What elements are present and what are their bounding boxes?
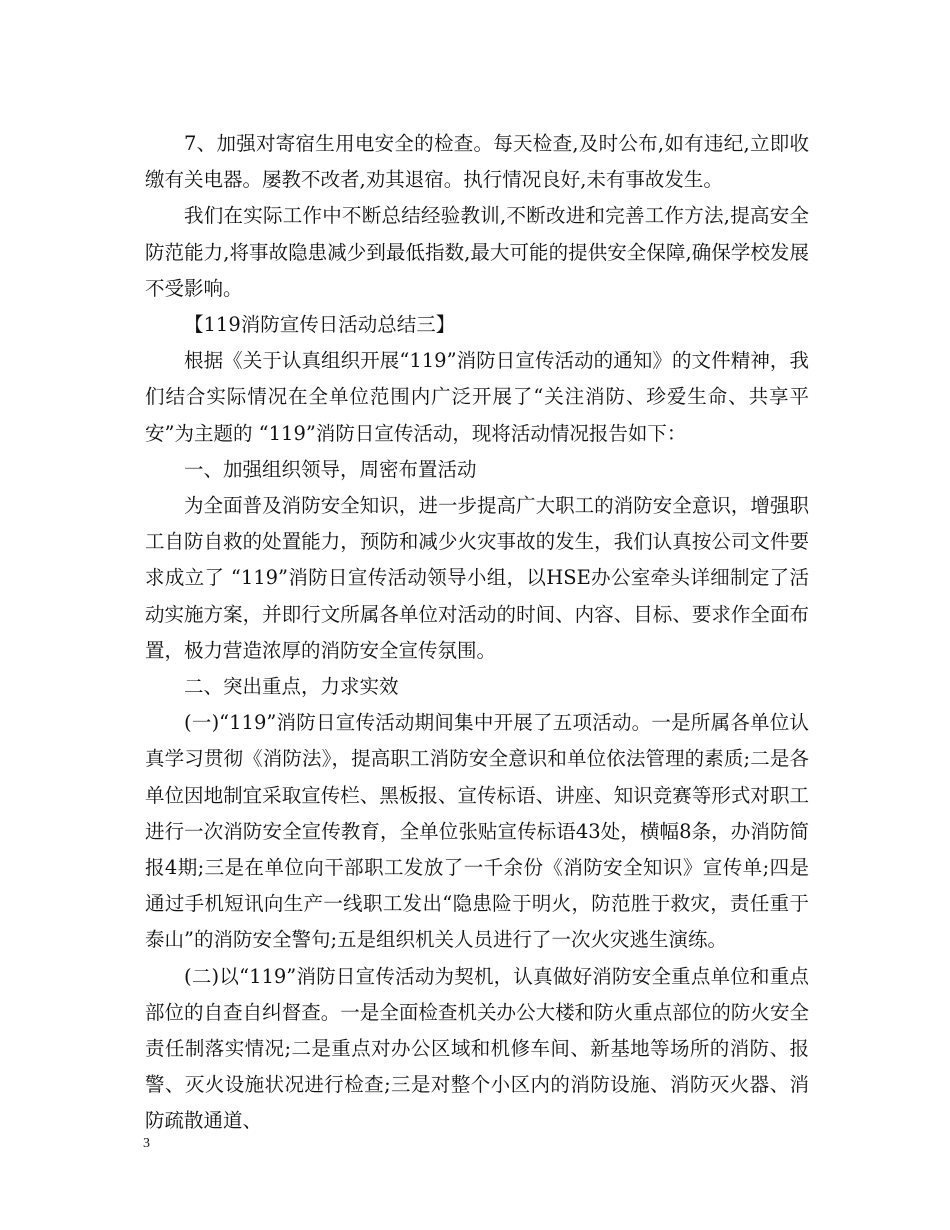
section-heading-summary-three: 【119消防宣传日活动总结三】 [184,313,456,337]
paragraph-activities-one: (一)“119”消防日宣传活动期间集中开展了五项活动。一是所属各单位认真学习贯彻《消防法》，提高职工消防安全意识和单位依法管理的素质;二是各单位因地制宜采取宣传栏、黑板报、宣传标语、讲座、知识竞赛等形式对职工进行一次消防安全宣传教育，全单位张贴宣传标语43处，横幅8条，办消防简报4期;三是在单位向干部职工发放了一千余份《消防安全知识》宣传单;四是通过手机短讯向生产一线职工发出“隐患险于明火，防范胜于救灾，责任重于泰山”的消防安全警句;五是组织机关人员进行了一次火灾逃生演练。 [145,711,809,952]
paragraph-item-7: 7、加强对寄宿生用电安全的检查。每天检查,及时公布,如有违纪,立即收缴有关电器。屡教不改者,劝其退宿。执行情况良好,未有事故发生。 [145,132,809,192]
paragraph-intro: 根据《关于认真组织开展“119”消防日宣传活动的通知》的文件精神，我们结合实际情况在全单位范围内广泛开展了“关注消防、珍爱生命、共享平安”为主题的 “119”消防日宣传活动，现将活动情况报告如下： [145,349,809,445]
page-number: 3 [143,1136,150,1151]
body-text [145,126,809,1140]
subheading-organization: 一、加强组织领导，周密布置活动 [184,457,477,481]
subheading-focus: 二、突出重点，力求实效 [184,675,399,699]
paragraph-organization: 为全面普及消防安全知识，进一步提高广大职工的消防安全意识，增强职工自防自救的处置能力，预防和减少火灾事故的发生，我们认真按公司文件要求成立了 “119”消防日宣传活动领导小组，以HSE办公室牵头详细制定了活动实施方案，并即行文所属各单位对活动的时间、内容、目标、要求作全面布置，极力营造浓厚的消防安全宣传氛围。 [145,494,809,662]
paragraph-safety-summary: 我们在实际工作中不断总结经验教训,不断改进和完善工作方法,提高安全防范能力,将事故隐患减少到最低指数,最大可能的提供安全保障,确保学校发展不受影响。 [145,204,809,300]
paragraph-activities-two: (二)以“119”消防日宣传活动为契机，认真做好消防安全重点单位和重点部位的自查自纠督查。一是全面检查机关办公大楼和防火重点部位的防火安全责任制落实情况;二是重点对办公区域和机修车间、新基地等场所的消防、报警、灭火设施状况进行检查;三是对整个小区内的消防设施、消防灭火器、消防疏散通道、 [145,964,809,1133]
